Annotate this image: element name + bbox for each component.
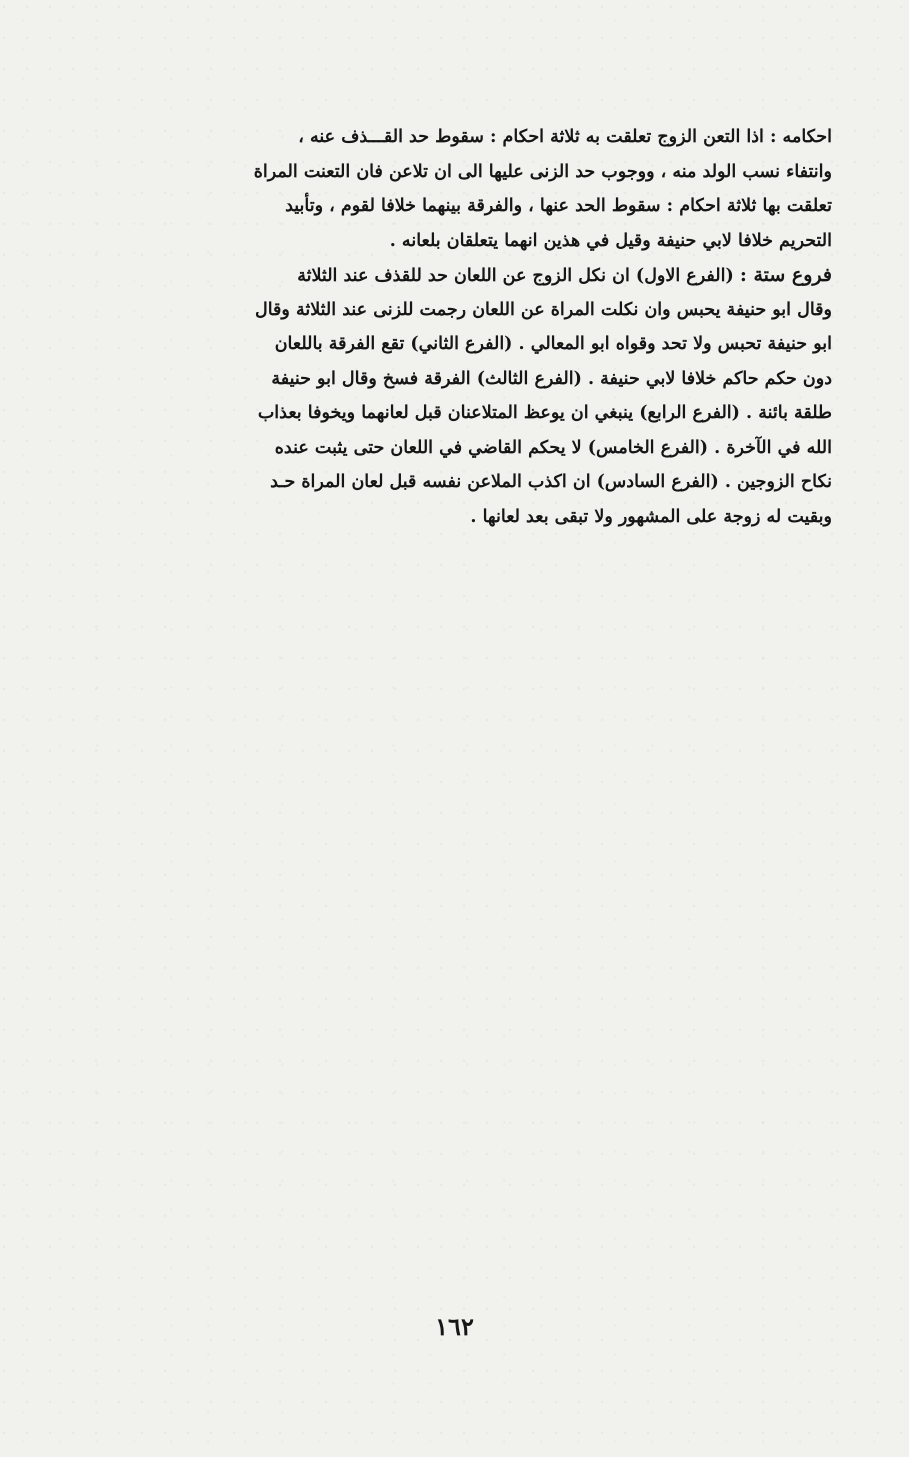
text-line-1: احكامه : اذا التعن الزوج تعلقت به ثلاثة احكام : سقوط حد القـــذف عنه ، [298, 127, 832, 147]
text-line-8: دون حكم حاكم خلافا لابي حنيفة . (الفرع الثالث) الفرقة فسخ وقال ابو حنيفة [271, 368, 832, 389]
page-number: ١٦٢ [435, 1312, 474, 1341]
text-line-5-content: (الفرع الاول) ان نكل الزوج عن اللعان حد للقذف عند الثلاثة [297, 266, 734, 286]
text-line-7: ابو حنيفة تحبس ولا تحد وقواه ابو المعالي . (الفرع الثاني) تقع الفرقة باللعان [274, 334, 832, 354]
text-line-10: الله في الآخرة . (الفرع الخامس) لا يحكم القاضي في اللعان حتى يثبت عنده [274, 437, 832, 458]
body-text [88, 120, 832, 534]
text-line-2: وانتفاء نسب الولد منه ، ووجوب حد الزنى عليها الى ان تلاعن فان التعنت المراة [253, 161, 832, 182]
text-line-4: التحريم خلافا لابي حنيفة وقيل في هذين انهما يتعلقان بلعانه . [389, 230, 832, 251]
text-line-6: وقال ابو حنيفة يحبس وان نكلت المراة عن اللعان رجمت للزنى عند الثلاثة وقال [254, 299, 832, 320]
text-line-12: وبقيت له زوجة على المشهور ولا تبقى بعد لعانها . [470, 506, 832, 527]
text-line-9: طلقة بائنة . (الفرع الرابع) ينبغي ان يوعظ المتلاعنان قبل لعانهما ويخوفا بعذاب [257, 403, 832, 423]
text-line-5 [88, 258, 832, 293]
text-line-3: تعلقت بها ثلاثة احكام : سقوط الحد عنها ، والفرقة بينهما خلافا لقوم ، وتأبيد [285, 196, 832, 216]
section-lead: فروع ستة : [739, 264, 832, 286]
text-line-11: نكاح الزوجين . (الفرع السادس) ان اكذب الملاعن نفسه قبل لعان المراة حـد [270, 472, 832, 492]
